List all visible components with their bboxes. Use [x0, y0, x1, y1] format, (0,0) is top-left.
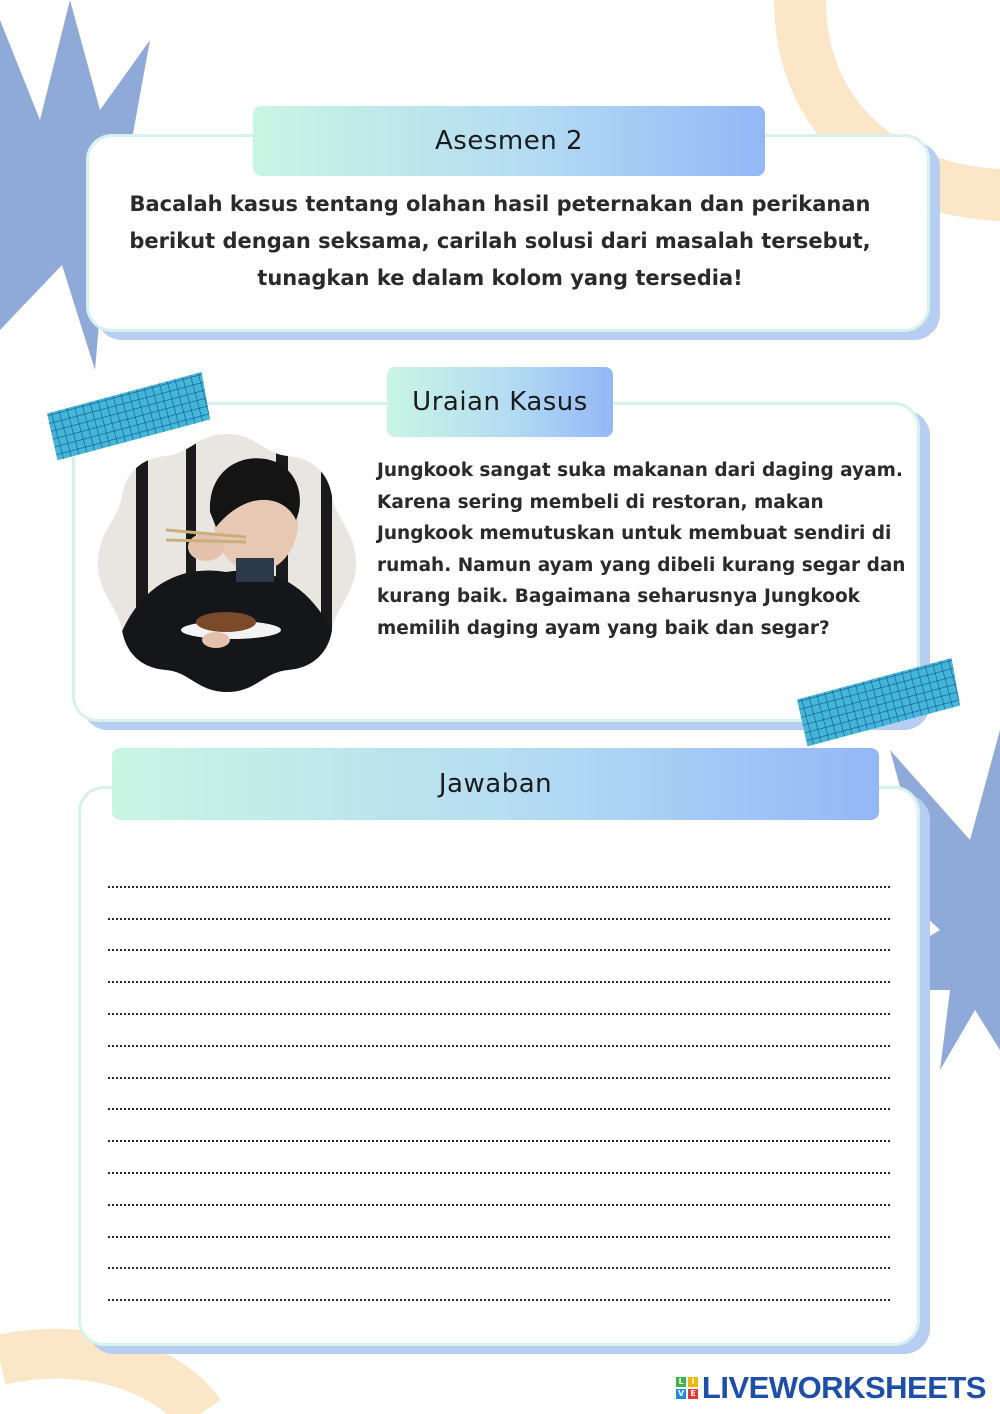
assessment-title: Asesmen 2: [253, 106, 765, 176]
answer-line[interactable]: [108, 888, 890, 920]
answer-line[interactable]: [108, 1079, 890, 1111]
case-description: Jungkook sangat suka makanan dari daging ayam. Karena sering membeli di restoran, makan Jungkook memutuskan untuk membuat sendiri di rumah. Namun ayam yang dibeli kurang segar dan kurang baik. Bagaimana seharusnya Jungkook memilih daging ayam yang baik dan segar?: [377, 460, 906, 639]
answer-line[interactable]: [108, 1142, 890, 1174]
answer-line[interactable]: [108, 983, 890, 1015]
liveworksheets-icon: L I V E: [676, 1377, 698, 1399]
photo-person-eating: [96, 432, 358, 694]
answer-line[interactable]: [108, 1047, 890, 1079]
answer-line[interactable]: [108, 856, 890, 888]
liveworksheets-logo: [676, 1370, 986, 1406]
answer-line[interactable]: [108, 1238, 890, 1270]
answer-line[interactable]: [108, 1174, 890, 1206]
grid-tape-left: [38, 362, 222, 466]
answer-line[interactable]: [108, 1269, 890, 1301]
answer-title: Jawaban: [112, 748, 879, 820]
brand-name: LIVEWORKSHEETS: [701, 1370, 986, 1405]
answer-lines: [108, 856, 890, 1301]
case-title: Uraian Kasus: [387, 367, 613, 437]
answer-line[interactable]: [108, 1110, 890, 1142]
grid-tape-right: [788, 648, 972, 752]
answer-line[interactable]: [108, 920, 890, 952]
assessment-instruction: Bacalah kasus tentang olahan hasil peternakan dan perikanan berikut dengan seksama, carilah solusi dari masalah tersebut, tunagkan ke dalam kolom yang tersedia!: [129, 192, 871, 290]
answer-line[interactable]: [108, 951, 890, 983]
answer-line[interactable]: [108, 1206, 890, 1238]
answer-line[interactable]: [108, 1015, 890, 1047]
